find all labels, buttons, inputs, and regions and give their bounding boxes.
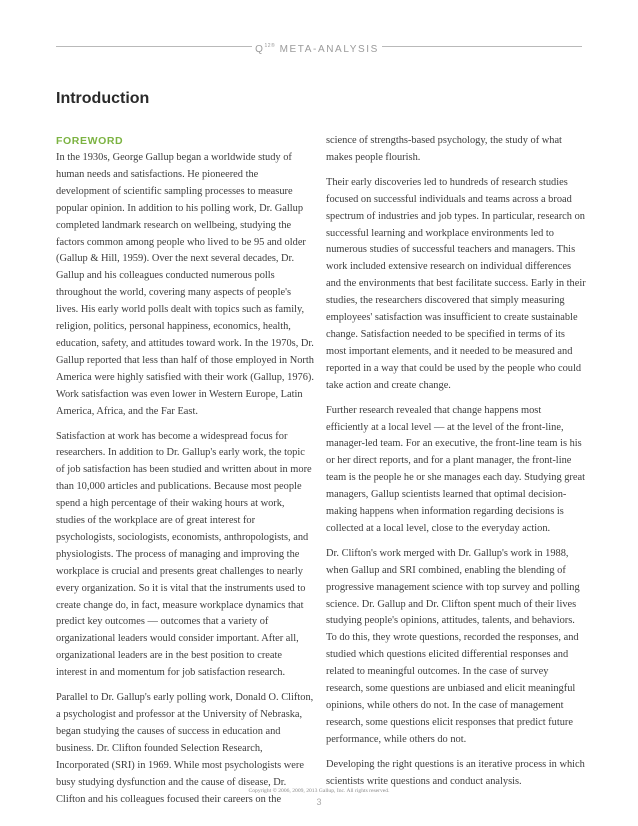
right-column: [326, 133, 586, 799]
section-title: Introduction: [56, 90, 150, 107]
body-paragraph: Parallel to Dr. Gallup's early polling work, Donald O. Clifton, a psychologist and professor at the University of Nebraska, began studying the causes of success in education and business. Dr. Clifton founded Selection Research, Incorporated (SRI) in 1969. While most psychologists were busy studying dysfunction and the cause of disease, Dr. Clifton and his colleagues focused their careers on the: [56, 692, 314, 805]
header-rule-left: [56, 46, 252, 47]
body-paragraph: Developing the right questions is an iterative process in which scientists write questions and conduct analysis.: [326, 758, 585, 787]
body-paragraph: Satisfaction at work has become a widespread focus for researchers. In addition to Dr. Gallup's early work, the topic of job satisfaction has been studied and written about in more than 10,000 articles and publications. Because most people spend a high percentage of their waking hours at work, studies of the workplace are of great interest for psychologists, sociologists, economists, anthropologists, and physiologists. The process of managing and improving the workplace is crucial and presents great challenges to nearly every organization. So it is vital that the instruments used to create change do, in fact, measure workplace dynamics that predict key outcomes — outcomes that a variety of organizational leaders would consider important. After all, organizational leaders are in the best position to create interest in and momentum for job satisfaction research.: [56, 430, 312, 679]
body-paragraph: Their early discoveries led to hundreds of research studies focused on successful individuals and teams across a broad spectrum of industries and job types. In particular, research on successful learning and workplace environments led to numerous studies of successful teachers and managers. This work included extensive research on individual differences and the environments that best facilitate success. Early in their studies, the researchers discovered that simply measuring employees' satisfaction was insufficient to create sustainable change. Satisfaction needed to be specified in terms of its most important elements, and it needed to be measured and reported in a way that could be used by the people who could take action and create change.: [326, 176, 586, 391]
header-superscript: 12®: [264, 43, 276, 49]
foreword-subheading: FOREWORD: [56, 135, 124, 147]
body-paragraph: Dr. Clifton's work merged with Dr. Gallup's work in 1988, when Gallup and SRI combined, enabling the blending of progressive management science with top survey and polling science. Dr. Gallup and Dr. Clifton spent much of their lives studying people's opinions, attitudes, talents, and behaviors. To do this, they wrote questions, recorded the responses, and studied which questions elicited differential responses and related to meaningful outcomes. In the case of survey research, some questions are unbiased and elicit meaningful opinions, while others do not. In the case of management research, some questions elicit responses that predict future performance, while others do not.: [326, 547, 580, 745]
page-number: 3: [316, 797, 322, 807]
header-prefix: Q: [255, 44, 265, 55]
body-paragraph: science of strengths-based psychology, the study of what makes people flourish.: [326, 135, 562, 163]
header-rule-right: [382, 46, 582, 47]
body-paragraph: In the 1930s, George Gallup began a worldwide study of human needs and satisfactions. He pioneered the development of scientific sampling processes to measure popular opinion. In addition to his polling work, Dr. Gallup completed landmark research on wellbeing, studying the factors common among people who lived to be 95 and older (Gallup & Hill, 1959). Over the next several decades, Dr. Gallup and his colleagues conducted numerous polls throughout the world, covering many aspects of people's lives. His early world polls dealt with topics such as family, religion, politics, personal happiness, economics, health, education, safety, and attitudes toward work. In the 1970s, Dr. Gallup reported that less than half of those employed in North America were highly satisfied with their work (Gallup, 1976). Work satisfaction was even lower in Western Europe, Latin America, Africa, and the Far East.: [56, 152, 314, 417]
header-label: [252, 40, 382, 56]
left-column: [56, 133, 314, 816]
header-title: META-ANALYSIS: [279, 44, 379, 55]
body-paragraph: Further research revealed that change happens most efficiently at a local level — at the level of the front-line, manager-led team. For an executive, the front-line team is his or her direct reports, and for a plant manager, the front-line team is the people he or she manages each day. Studying great managers, Gallup scientists learned that optimal decision-making happens when information regarding decisions is collected at a local level, close to the everyday action.: [326, 404, 586, 534]
copyright-notice: Copyright © 2006, 2009, 2013 Gallup, Inc. All rights reserved.: [248, 788, 390, 794]
